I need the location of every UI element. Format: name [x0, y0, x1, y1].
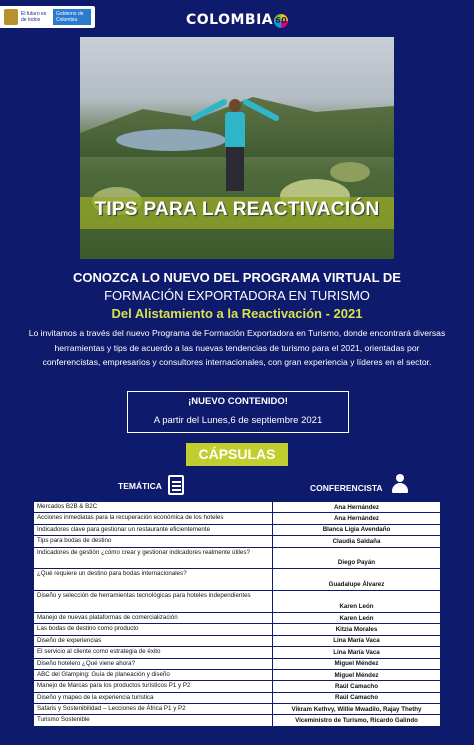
row-speaker: Ana Hernández: [272, 502, 440, 512]
row-topic: Safaris y Sostenibilidad – Lecciones de África P1 y P2: [34, 704, 272, 714]
table-row: [34, 548, 440, 570]
anniversary-badge-icon: 60: [274, 14, 288, 28]
row-topic: Indicadores clave para gestionar un restaurante eficientemente: [34, 525, 272, 535]
new-content-title: ¡NUEVO CONTENIDO!: [188, 396, 288, 407]
brand-logo: [186, 12, 288, 28]
row-speaker: Diego Payán: [272, 548, 440, 569]
row-speaker: Guadalupe Álvarez: [272, 569, 440, 590]
brand-name: COLOMBIA: [186, 12, 274, 28]
row-speaker: Blanca Ligia Avendaño: [272, 525, 440, 535]
row-topic: Mercados B2B & B2C: [34, 502, 272, 512]
column-header-speaker: CONFERENCISTA: [310, 483, 383, 493]
row-speaker: Ana Hernández: [272, 513, 440, 523]
row-speaker: Raúl Camacho: [272, 693, 440, 703]
row-speaker: Viceministro de Turismo, Ricardo Galindo: [272, 715, 440, 725]
top-bar: [0, 0, 474, 36]
row-speaker: Karen León: [272, 591, 440, 612]
gov-name: Gobierno de Colombia: [53, 9, 91, 25]
row-topic: ¿Qué requiere un destino para bodas internacionales?: [34, 569, 272, 590]
row-topic: Diseño y selección de herramientas tecnológicas para hoteles independientes: [34, 591, 272, 612]
user-icon: [390, 474, 410, 494]
row-speaker: Karen León: [272, 613, 440, 623]
table-row: [34, 536, 440, 547]
document-icon: [168, 475, 184, 495]
headline-line-2: FORMACIÓN EXPORTADORA EN TURISMO: [104, 288, 370, 303]
row-speaker: Miguel Méndez: [272, 670, 440, 680]
row-topic: Diseño de experiencias: [34, 636, 272, 646]
capsulas-label: CÁPSULAS: [186, 443, 288, 466]
table-row: [34, 569, 440, 591]
row-topic: Diseño hotelero ¿Qué viene ahora?: [34, 659, 272, 669]
hiker-figure: [215, 99, 255, 199]
row-speaker: Claudia Saldaña: [272, 536, 440, 546]
table-row: [34, 647, 440, 658]
table-row: [34, 693, 440, 704]
row-topic: Manejo de nuevas plataformas de comercialización: [34, 613, 272, 623]
table-row: [34, 704, 440, 715]
intro-paragraph: Lo invitamos a través del nuevo Programa de Formación Exportadora en Turismo, donde encontrará diversas herramientas y tips de acuerdo a las nuevas tendencias de turismo para el 2021, orientadas por conferencistas, empresarios y consultores internacionales, con gran experiencia y líderes en el sector.: [28, 328, 446, 367]
table-row: [34, 636, 440, 647]
table-row: [34, 681, 440, 692]
table-row: [34, 659, 440, 670]
capsule-table: [34, 502, 440, 727]
row-speaker: Lina María Vaca: [272, 647, 440, 657]
row-topic: Tips para bodas de destino: [34, 536, 272, 546]
table-row: [34, 502, 440, 513]
table-row: [34, 591, 440, 613]
headline-line-1: CONOZCA LO NUEVO DEL PROGRAMA VIRTUAL DE: [73, 270, 401, 285]
row-speaker: Lina María Vaca: [272, 636, 440, 646]
hero-image: [80, 37, 394, 259]
hero-banner-title: TIPS PARA LA REACTIVACIÓN: [94, 199, 380, 220]
gov-slogan: El futuro es de todos: [21, 11, 47, 23]
table-row: [34, 670, 440, 681]
lake-shape: [116, 129, 226, 151]
table-row: [34, 513, 440, 524]
table-row: [34, 624, 440, 635]
table-row: [34, 715, 440, 726]
row-topic: El servicio al cliente como estrategia de éxito: [34, 647, 272, 657]
table-row: [34, 613, 440, 624]
row-topic: ABC del Glamping: Guía de planeación y diseño: [34, 670, 272, 680]
row-speaker: Kitzia Morales: [272, 624, 440, 634]
new-content-box: [127, 391, 349, 433]
new-content-date: A partir del Lunes,6 de septiembre 2021: [153, 415, 323, 426]
row-speaker: Raúl Camacho: [272, 681, 440, 691]
column-header-topic: TEMÁTICA: [118, 481, 162, 491]
row-topic: Diseño y mapeo de la experiencia turística: [34, 693, 272, 703]
row-topic: Turismo Sostenible: [34, 715, 272, 725]
row-topic: Acciones inmediatas para la recuperación económica de los hoteles: [34, 513, 272, 523]
row-topic: Las bodas de destino como producto: [34, 624, 272, 634]
row-topic: Manejo de Marcas para los productos turísticos P1 y P2: [34, 681, 272, 691]
table-row: [34, 525, 440, 536]
row-speaker: Vikram Kethvy, Willie Mwadilo, Rajay Thethy: [272, 704, 440, 714]
row-topic: Indicadores de gestión ¿cómo crear y gestionar indicadores realmente útiles?: [34, 548, 272, 569]
shrub-shape: [330, 162, 370, 182]
government-logo: [0, 6, 95, 28]
row-speaker: Miguel Méndez: [272, 659, 440, 669]
headline-line-3: Del Alistamiento a la Reactivación - 2021: [111, 306, 363, 321]
coat-of-arms-icon: [4, 9, 18, 25]
